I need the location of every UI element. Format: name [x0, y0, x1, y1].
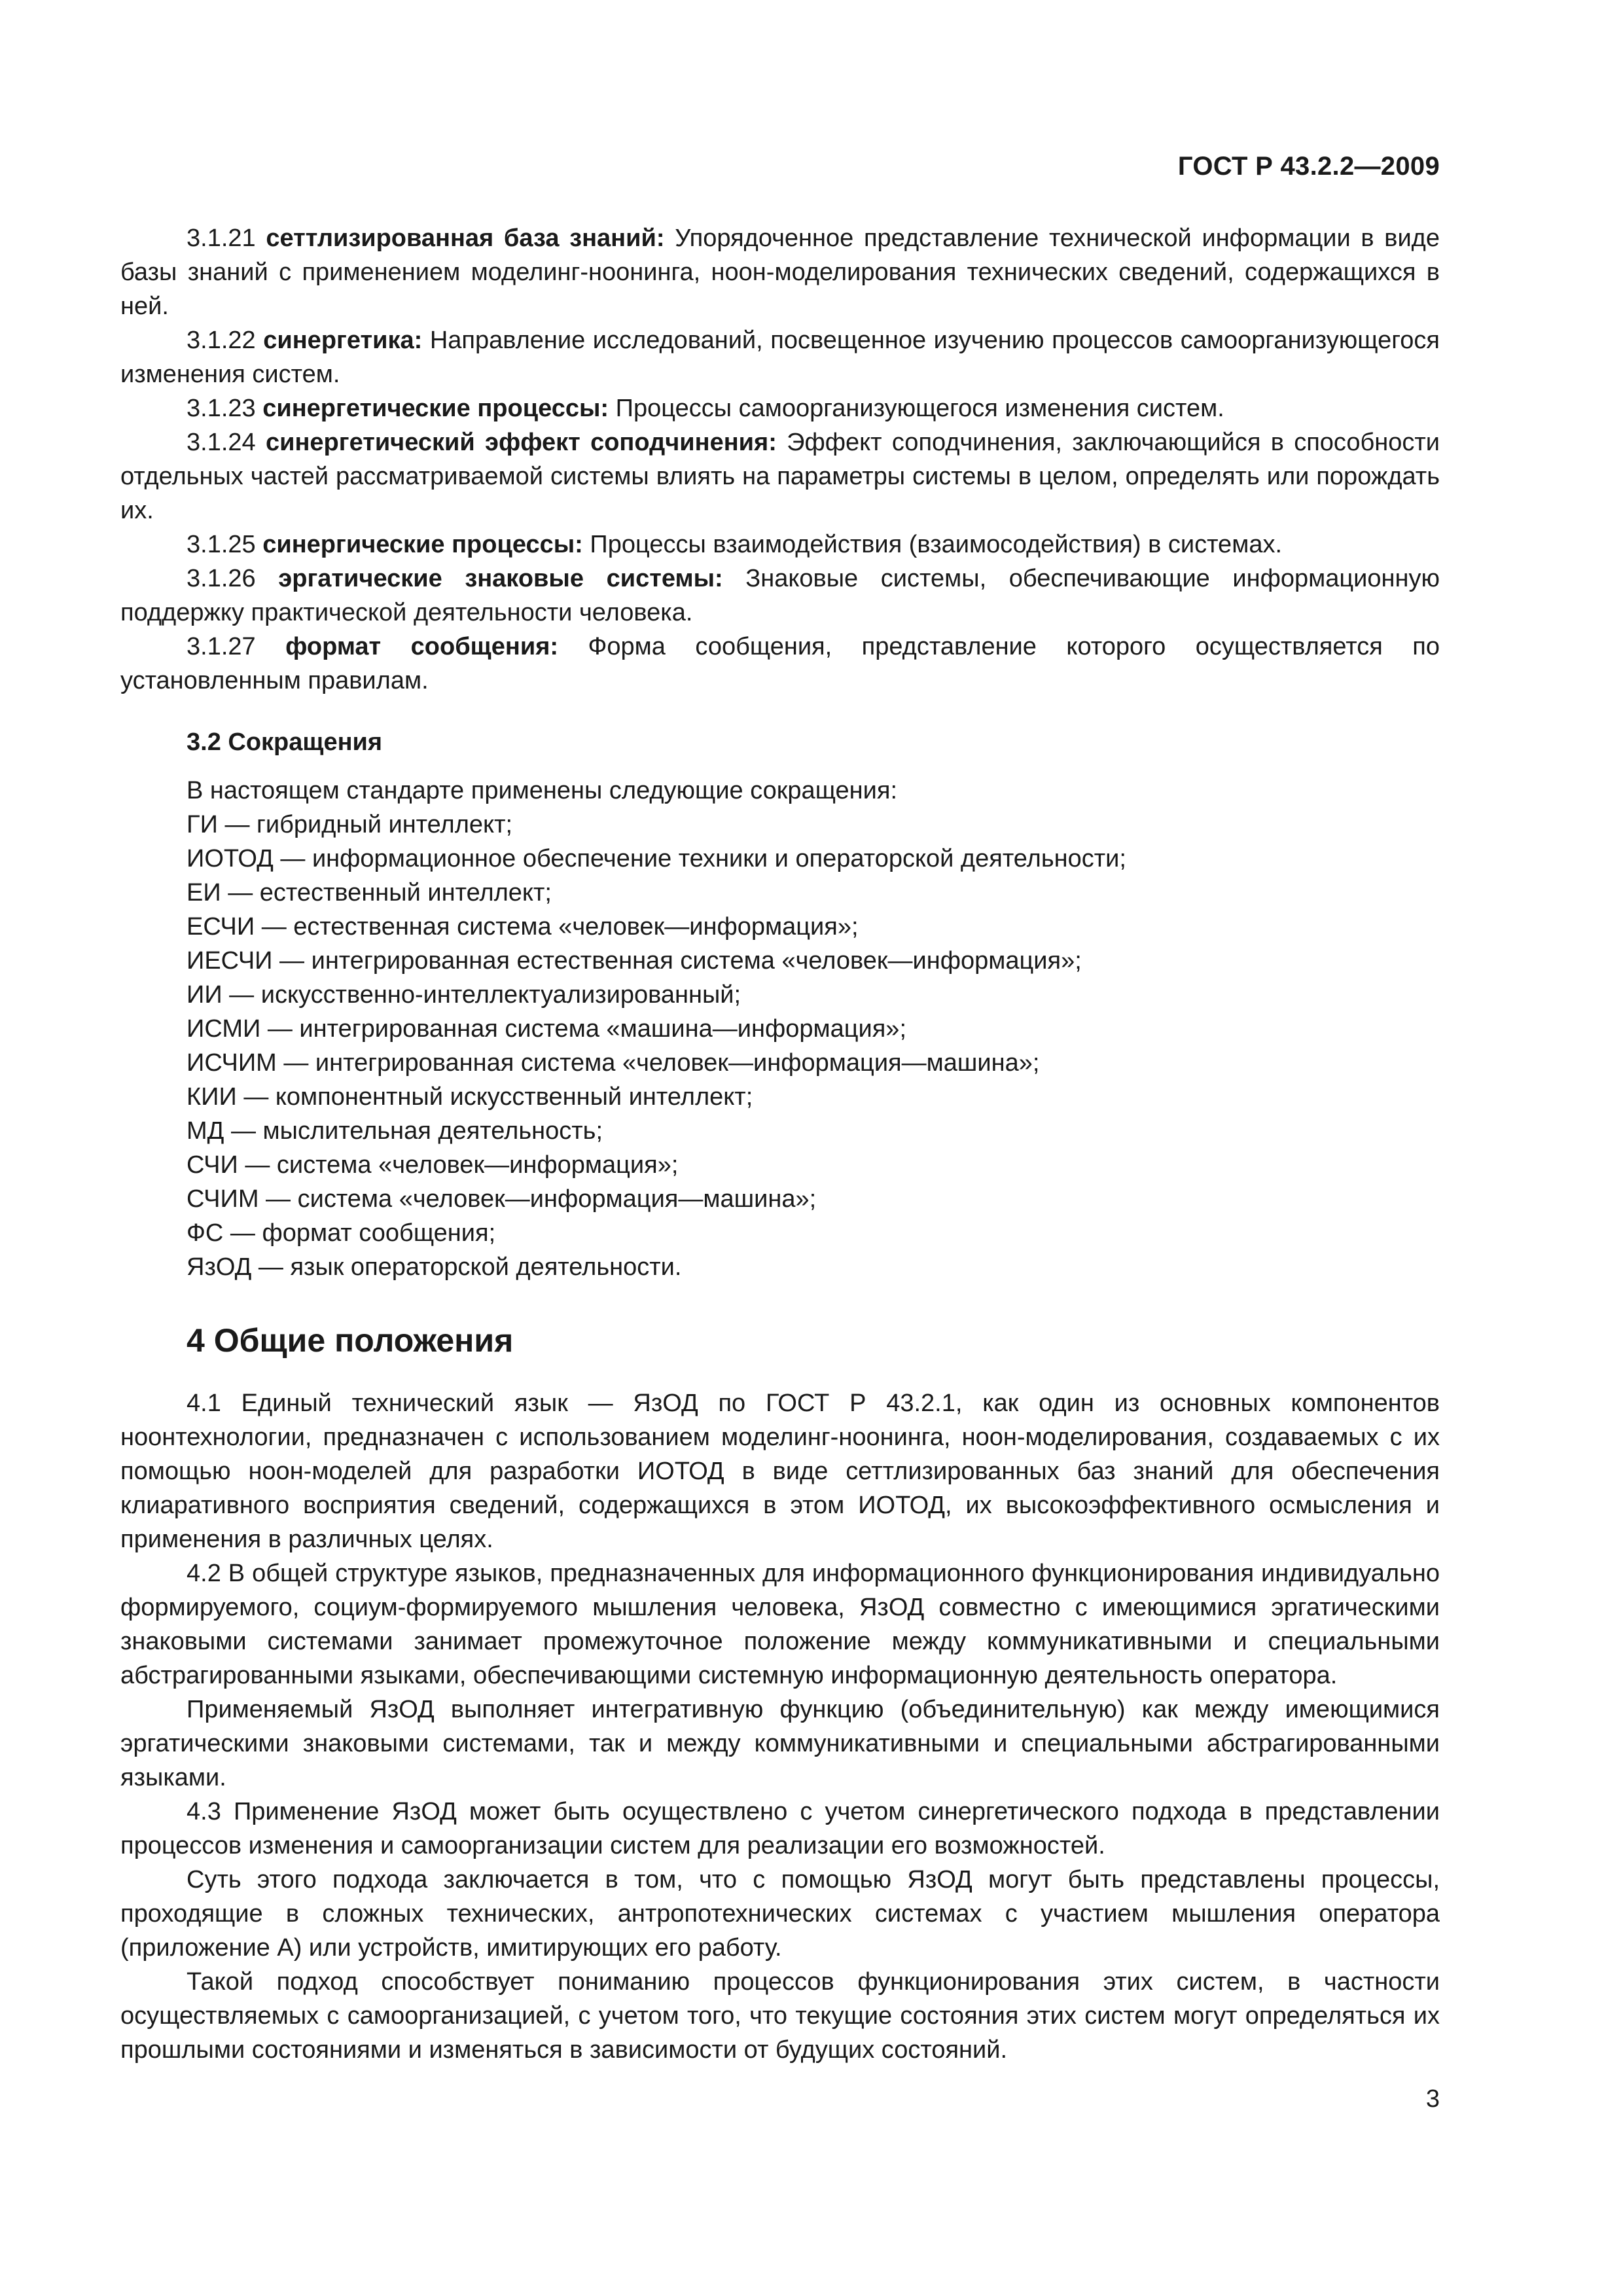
definition-term: синергетические процессы: [262, 395, 609, 422]
abbreviation-item: ЕСЧИ — естественная система «человек—информация»; [187, 913, 859, 941]
definition-text: Процессы взаимодействия (взаимосодействия) в системах. [590, 531, 1283, 558]
abbreviation-item: ИСМИ — интегрированная система «машина—информация»; [187, 1015, 906, 1043]
definition-number: 3.1.21 [187, 224, 256, 252]
definition-item [120, 425, 1440, 528]
paragraph: Такой подход способствует пониманию процессов функционирования этих систем, в частности осуществляемых с самоорганизацией, с учетом того, что текущие состояния этих систем могут определяться их прошлыми состояниями и изменяться в зависимости от будущих состояний. [120, 1968, 1440, 2064]
abbreviation-item: ИИ — искусственно-интеллектуализированный; [187, 981, 741, 1009]
abbreviations-intro: В настоящем стандарте применены следующие сокращения: [187, 777, 898, 804]
paragraph: 4.2 В общей структуре языков, предназначенных для информационного функционирования индивидуально формируемого, социум-формируемого мышления человека, ЯзОД совместно с имеющимися эргатическими знаковыми системами занимает промежуточное положение между коммуникативными и специальными абстрагированными языками, обеспечивающими системную информационную деятельность оператора. [120, 1560, 1440, 1689]
abbreviation-item: СЧИМ — система «человек—информация—машина»; [187, 1185, 817, 1213]
definition-item [120, 323, 1440, 391]
definition-item [120, 221, 1440, 323]
definition-number: 3.1.26 [187, 565, 256, 592]
definition-text: Процессы самоорганизующегося изменения систем. [615, 395, 1224, 422]
section-body [120, 1386, 1440, 2067]
abbreviations-list [120, 774, 1440, 1284]
abbreviation-item: СЧИ — система «человек—информация»; [187, 1151, 679, 1179]
abbreviation-item: МД — мыслительная деятельность; [187, 1117, 603, 1145]
paragraph: 4.1 Единый технический язык — ЯзОД по ГОСТ Р 43.2.1, как один из основных компонентов ноонтехнологии, предназначен с использованием моделинг-ноонинга, ноон-моделирования, создаваемых с их помощью ноон-моделей для разработки ИОТОД в виде сеттлизированных баз знаний для обеспечения клиаративного восприятия сведений, содержащихся в этом ИОТОД, их высокоэффективного осмысления и применения в различных целях. [120, 1390, 1440, 1553]
definition-text: Упорядоченное представление технической информации в виде базы знаний с применением моделинг-ноонинга, ноон-моделирования технических сведений, содержащихся в ней. [120, 224, 1440, 320]
definition-item [120, 562, 1440, 630]
abbreviation-item: ФС — формат сообщения; [187, 1219, 496, 1247]
definitions-list [120, 221, 1440, 698]
abbreviation-item: ЕИ — естественный интеллект; [187, 879, 552, 906]
page-content [120, 221, 1440, 2067]
definition-number: 3.1.25 [187, 531, 256, 558]
definition-term: синергические процессы: [262, 531, 583, 558]
definition-term: эргатические знаковые системы: [278, 565, 723, 592]
definition-item [120, 391, 1440, 425]
definition-number: 3.1.23 [187, 395, 256, 422]
page-number: 3 [1425, 2085, 1440, 2113]
definition-term: синергетика: [263, 327, 423, 354]
definition-item [120, 630, 1440, 698]
paragraph: 4.3 Применение ЯзОД может быть осуществлено с учетом синергетического подхода в представлении процессов изменения и самоорганизации систем для реализации его возможностей. [120, 1798, 1440, 1859]
definition-term: сеттлизированная база знаний: [266, 224, 665, 252]
definition-number: 3.1.27 [187, 633, 256, 660]
abbreviations-heading: 3.2 Сокращения [187, 728, 383, 756]
abbreviation-item: ЯзОД — язык операторской деятельности. [187, 1253, 682, 1281]
paragraph: Суть этого подхода заключается в том, что с помощью ЯзОД могут быть представлены процессы, проходящие в сложных технических, антропотехнических системах с участием мышления оператора (приложение А) или устройств, имитирующих его работу. [120, 1866, 1440, 1962]
document-code-header: ГОСТ Р 43.2.2—2009 [1177, 152, 1440, 181]
definition-text: Направление исследований, посвещенное изучению процессов самоорганизующегося изменения систем. [120, 327, 1440, 388]
definition-number: 3.1.24 [187, 429, 256, 456]
definition-number: 3.1.22 [187, 327, 256, 354]
definition-text: Форма сообщения, представление которого осуществляется по установленным правилам. [120, 633, 1440, 694]
definition-text: Эффект соподчинения, заключающийся в способности отдельных частей рассматриваемой системы влиять на параметры системы в целом, определять или порождать их. [120, 429, 1440, 524]
abbreviation-item: ИЕСЧИ — интегрированная естественная система «человек—информация»; [187, 947, 1082, 975]
definition-item [120, 528, 1440, 562]
abbreviation-item: КИИ — компонентный искусственный интеллект; [187, 1083, 753, 1111]
abbreviation-item: ГИ — гибридный интеллект; [187, 811, 513, 838]
definition-term: формат сообщения: [285, 633, 559, 660]
definition-text: Знаковые системы, обеспечивающие информационную поддержку практической деятельности человека. [120, 565, 1440, 626]
paragraph: Применяемый ЯзОД выполняет интегративную функцию (объединительную) как между имеющимися эргатическими знаковыми системами, так и между коммуникативными и специальными абстрагированными языками. [120, 1696, 1440, 1791]
abbreviation-item: ИСЧИМ — интегрированная система «человек—информация—машина»; [187, 1049, 1040, 1077]
abbreviation-item: ИОТОД — информационное обеспечение техники и операторской деятельности; [187, 845, 1126, 872]
section-heading: 4 Общие положения [187, 1322, 514, 1359]
definition-term: синергетический эффект соподчинения: [265, 429, 777, 456]
